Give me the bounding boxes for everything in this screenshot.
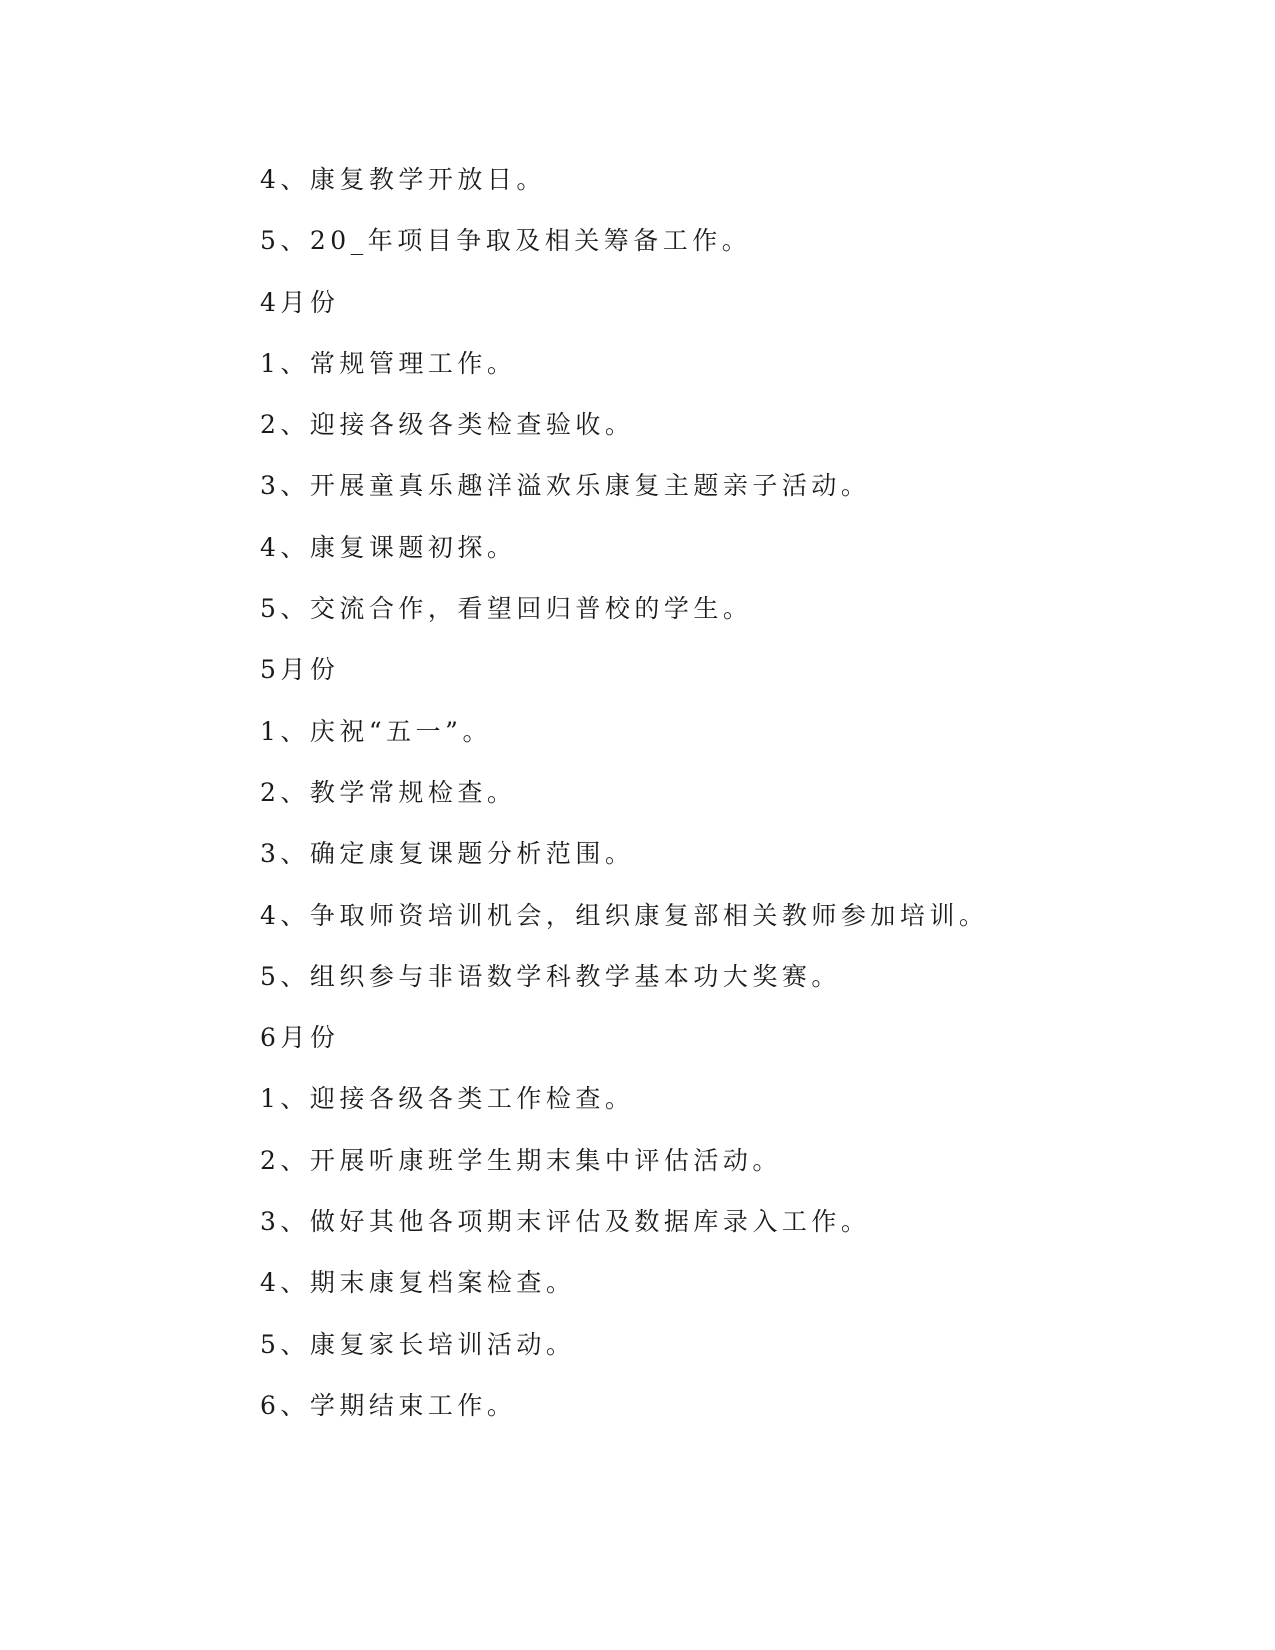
list-item: 5、20_年项目争取及相关筹备工作。 [260, 226, 752, 256]
list-item: 1、迎接各级各类工作检查。 [260, 1084, 635, 1114]
list-item: 4、期末康复档案检查。 [260, 1268, 576, 1298]
list-item: 6、学期结束工作。 [260, 1390, 517, 1420]
month-heading: 6月份 [260, 1023, 340, 1053]
list-item: 3、做好其他各项期末评估及数据库录入工作。 [260, 1207, 871, 1237]
list-item: 2、迎接各级各类检查验收。 [260, 410, 635, 440]
list-item: 4、康复教学开放日。 [260, 165, 546, 194]
list-item: 5、交流合作，看望回归普校的学生。 [260, 594, 753, 624]
list-item: 2、教学常规检查。 [260, 777, 517, 807]
list-item: 2、开展听康班学生期末集中评估活动。 [260, 1145, 782, 1175]
list-item: 4、康复课题初探。 [260, 532, 517, 562]
document-body [260, 165, 1160, 1452]
list-item: 3、确定康复课题分析范围。 [260, 839, 635, 869]
month-heading: 5月份 [260, 655, 340, 685]
list-item: 5、组织参与非语数学科教学基本功大奖赛。 [260, 961, 841, 991]
list-item: 1、庆祝“五一”。 [260, 716, 492, 746]
list-item: 1、常规管理工作。 [260, 348, 517, 378]
list-item: 5、康复家长培训活动。 [260, 1329, 576, 1359]
list-item: 4、争取师资培训机会，组织康复部相关教师参加培训。 [260, 900, 989, 930]
month-heading: 4月份 [260, 287, 340, 317]
list-item: 3、开展童真乐趣洋溢欢乐康复主题亲子活动。 [260, 471, 871, 501]
